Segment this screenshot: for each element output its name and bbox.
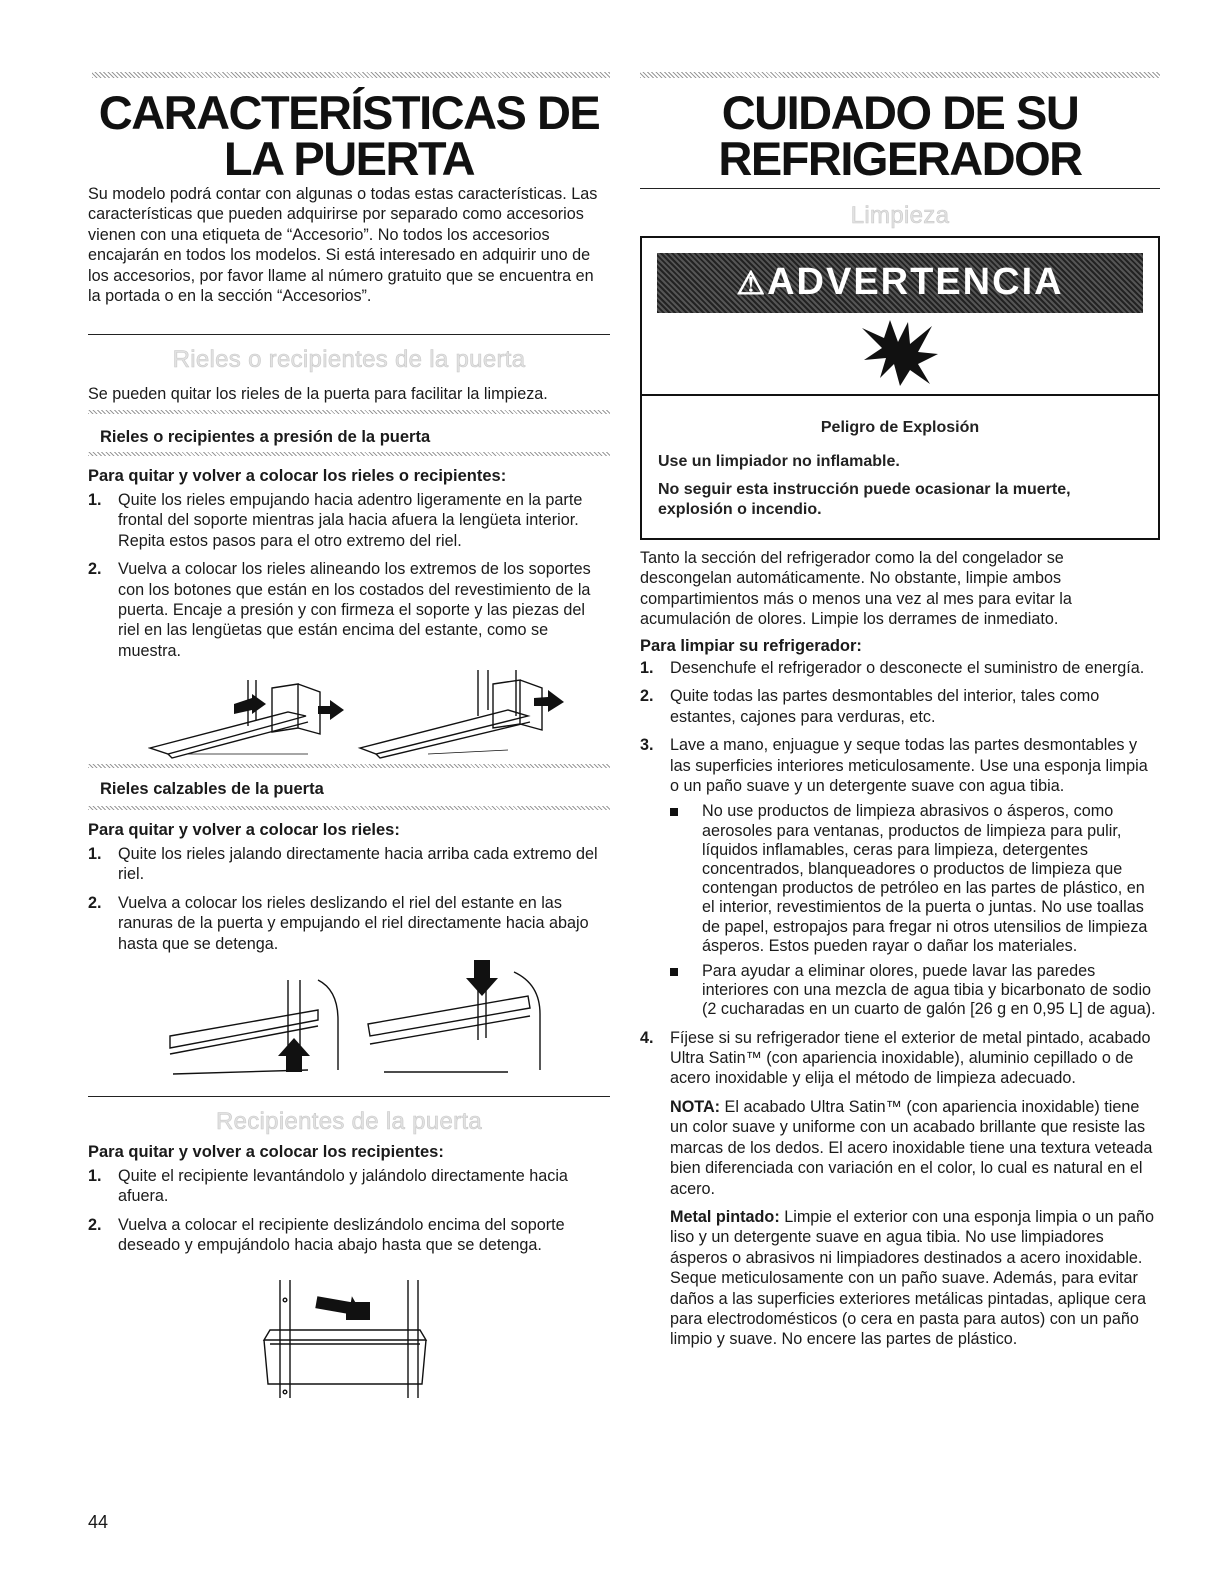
explosion-icon [860, 320, 940, 390]
list-item [88, 1215, 598, 1256]
subsection-bar-calzables [88, 764, 610, 810]
top-divider [92, 72, 610, 78]
step-number: 2. [88, 893, 102, 912]
step-text: Vuelva a colocar los rieles alineando los extremos de los soportes con los botones que están en los costados del revestimiento de la puerta. Encaje a presión y con firmeza el soporte y las piezas del riel en las lengüetas que están encima del estante, como se muestra. [118, 560, 591, 660]
top-divider [640, 72, 1160, 78]
step-text: Desenchufe el refrigerador o desconecte el suministro de energía. [670, 659, 1145, 677]
bullet-icon [670, 808, 678, 816]
step-text: Fíjese si su refrigerador tiene el exterior de metal pintado, acabado Ultra Satin™ (con apariencia inoxidable), aluminio cepillado o de acero inoxidable y elija el método de limpieza adecuado. [670, 1028, 1151, 1088]
step-number: 3. [640, 736, 654, 755]
list-item [670, 802, 1156, 956]
cleaning-paragraph: Tanto la sección del refrigerador como la del congelador se descongelan automáticamente. No obstante, limpie ambos compartimientos más o menos una vez al mes para evitar la acumulación de olores. Limpie los derrames de inmediato. [640, 549, 1072, 629]
hazard-title: Peligro de Explosión [820, 419, 980, 436]
subsection-title: Rieles o recipientes a presión de la puerta [100, 428, 431, 446]
title-line-2: LA PUERTA [223, 132, 475, 185]
section-rule [88, 1096, 610, 1097]
note-paragraph [670, 1097, 1156, 1199]
step-number: 2. [640, 687, 654, 706]
bullet-text: Para ayudar a eliminar olores, puede lavar las paredes interiores con una mezcla de agua tibia y bicarbonato de sodio (2 cucharadas en un cuarto de galón [26 g en 0,95 L] de agua). [702, 962, 1156, 1019]
step-text: Vuelva a colocar el recipiente deslizándolo encima del soporte deseado y empujándolo hacia abajo hasta que se detenga. [118, 1215, 565, 1255]
bullet-text: No use productos de limpieza abrasivos o ásperos, como aerosoles para ventanas, productos de limpieza para pulir, líquidos inflamables, ceras para limpieza, detergentes concentrados, blanqueadores o productos de limpieza que contengan productos de petróleo en las partes de plástico, en el interior, revestimientos de la puerta o juntas. No use toallas de papel, estropajos para fregar ni otros utensilios de limpieza ásperos. Estos pueden rayar o dañar los materiales. [702, 802, 1148, 955]
warning-divider [642, 394, 1158, 396]
step-number: 1. [88, 1167, 102, 1185]
painted-metal-text: Limpie el exterior con una esponja limpia o un paño liso y un detergente suave en agua tibia. No use limpiadores ásperos o abrasivos ni limpiadores destinados a acero inoxidable. Seque meticulosamente con un paño suave. Además, para evitar daños a las superficies exteriores metálicas pintadas, aplique cera para electrodomésticos (o cera en pasta para autos) con un paño limpio y suave. No encere las partes de plástico. [670, 1207, 1155, 1349]
list-item [88, 490, 598, 551]
title-line-2: REFRIGERADOR [718, 132, 1082, 185]
page-title-right [640, 86, 1160, 185]
list-item [640, 686, 1156, 727]
instruction-heading: Para quitar y volver a colocar los rieles o recipientes: [88, 467, 507, 485]
page-number: 44 [88, 1512, 109, 1532]
step-text: Lave a mano, enjuague y seque todas las partes desmontables y las superficies interiores meticulosamente. Use una esponja limpia o un paño suave y un detergente suave con agua tibia. [670, 736, 1148, 796]
subsection-bar-presion [88, 410, 610, 456]
bullet-icon [670, 968, 678, 976]
step-text: Vuelva a colocar los rieles deslizando el riel del estante en las ranuras de la puerta y empujando el riel directamente hacia abajo hasta que se detenga. [118, 893, 589, 953]
steps-list [88, 844, 598, 954]
list-item [640, 658, 1156, 678]
warning-line-1: Use un limpiador no inflamable. [658, 453, 900, 470]
title-line-1: CARACTERÍSTICAS DE [98, 86, 600, 139]
warning-banner [657, 253, 1143, 313]
step-number: 1. [88, 491, 102, 509]
bar-bottom-line [88, 452, 610, 456]
list-item [640, 735, 1156, 1019]
step-text: Quite todas las partes desmontables del interior, tales como estantes, cajones para verduras, etc. [670, 687, 1100, 726]
bar-top-line [88, 764, 610, 768]
instruction-heading: Para quitar y volver a colocar los recipientes: [88, 1143, 444, 1161]
list-item [88, 893, 598, 954]
subsection-title: Rieles calzables de la puerta [100, 780, 324, 798]
instruction-heading: Para limpiar su refrigerador: [640, 637, 862, 655]
painted-metal-paragraph [670, 1207, 1156, 1350]
step-number: 4. [640, 1028, 654, 1047]
warning-box [640, 236, 1160, 540]
list-item [88, 844, 598, 885]
section-intro: Se pueden quitar los rieles de la puerta para facilitar la limpieza. [88, 385, 548, 403]
rail-illustration-1 [148, 670, 568, 760]
painted-metal-label: Metal pintado: [670, 1207, 780, 1226]
section-heading-rieles: Rieles o recipientes de la puerta [172, 346, 526, 373]
step-number: 2. [88, 560, 102, 579]
intro-paragraph: Su modelo podrá contar con algunas o todas estas características. Las características que pueden adquirirse por separado como accesorios vienen con una etiqueta de “Accesorio”. No todos los accesorios encajarán en todos los modelos. Si está interesado en adquirir uno de los accesorios, por favor llame al número gratuito que se encuentra en la portada o en la sección “Accesorios”. [88, 185, 598, 306]
rail-illustration-2 [168, 960, 548, 1080]
step-text: Quite los rieles jalando directamente hacia arriba cada extremo del riel. [118, 845, 598, 884]
bar-bottom-line [88, 806, 610, 810]
steps-list [88, 490, 598, 661]
note-label: NOTA: [670, 1097, 721, 1116]
step-text: Quite el recipiente levantándolo y jalándolo directamente hacia afuera. [118, 1167, 568, 1206]
step-text: Quite los rieles empujando hacia adentro ligeramente en la parte frontal del soporte mientras jala hacia afuera la lengüeta interior. Repita estos pasos para el otro extremo del riel. [118, 491, 583, 550]
list-item [640, 1028, 1156, 1350]
warning-banner-text [657, 261, 1143, 304]
bin-illustration [258, 1280, 438, 1400]
list-item [670, 962, 1156, 1020]
list-item [88, 559, 598, 661]
warning-triangle-icon: ⚠ [736, 265, 768, 301]
steps-list [640, 658, 1156, 1350]
note-text: El acabado Ultra Satin™ (con apariencia inoxidable) tiene un color suave y uniforme con un acabado brillante que resiste las marcas de los dedos. El acero inoxidable tiene una textura veteada bien diferenciada con variación en el color, lo cual es natural en el acero. [670, 1097, 1153, 1198]
warning-label: ADVERTENCIA [767, 261, 1064, 303]
step-number: 1. [88, 845, 102, 863]
instruction-heading: Para quitar y volver a colocar los rieles: [88, 821, 400, 839]
warning-line-2: No seguir esta instrucción puede ocasionar la muerte, explosión o incendio. [658, 481, 1071, 518]
bar-top-line [88, 410, 610, 414]
steps-list [88, 1166, 598, 1256]
section-rule [88, 334, 610, 335]
section-heading-recipientes: Recipientes de la puerta [215, 1108, 483, 1135]
step-number: 2. [88, 1215, 102, 1234]
bullet-list [670, 802, 1156, 1019]
page-title-left [88, 86, 610, 185]
section-heading-limpieza: Limpieza [850, 202, 950, 229]
title-line-1: CUIDADO DE SU [721, 86, 1079, 139]
step-number: 1. [640, 659, 654, 677]
section-rule [640, 188, 1160, 189]
list-item [88, 1166, 598, 1207]
